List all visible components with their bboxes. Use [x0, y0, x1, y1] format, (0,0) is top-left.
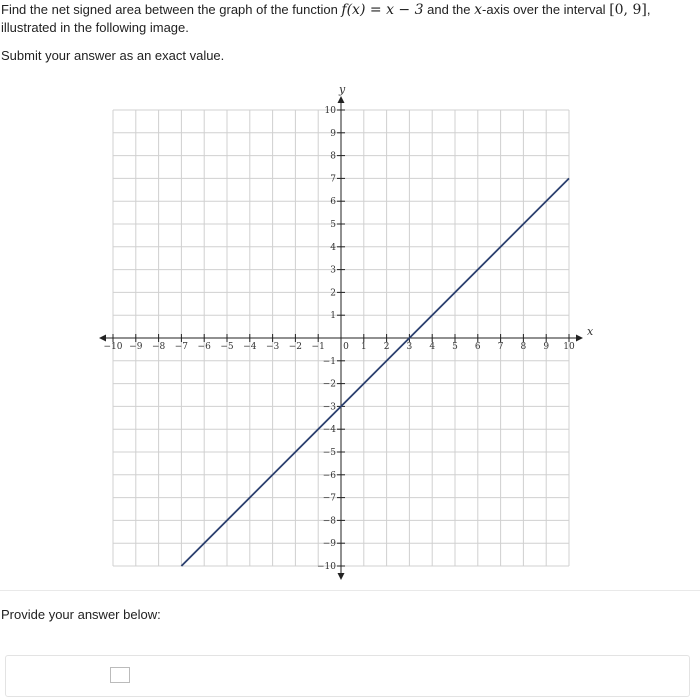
y-tick-label: 5	[330, 220, 336, 230]
y-axis-arrow-down	[338, 573, 345, 580]
question-part4: , illustrated in the following image.	[1, 2, 651, 35]
x-tick-label: 0	[343, 342, 349, 352]
x-tick-label: 5	[452, 342, 458, 352]
y-tick-label: 9	[330, 128, 336, 139]
x-axis-arrow-left	[99, 335, 106, 342]
y-tick-label: 7	[330, 174, 336, 185]
y-tick-label: −3	[322, 402, 336, 413]
answer-panel	[5, 655, 690, 697]
y-tick-label: −4	[322, 425, 336, 436]
x-tick-label: −6	[197, 342, 211, 352]
x-tick-label: −8	[151, 342, 166, 352]
x-tick-label: 6	[474, 342, 481, 352]
provide-answer-label: Provide your answer below:	[1, 607, 161, 622]
x-tick-label: 1	[360, 342, 367, 352]
function-equals: =	[365, 2, 387, 18]
y-tick-label: −1	[322, 356, 336, 367]
x-tick-label: 3	[406, 342, 413, 352]
interval: [0, 9]	[609, 2, 647, 18]
x-tick-label: −10	[103, 342, 123, 352]
y-tick-label: −5	[322, 448, 336, 458]
x-tick-label: −4	[243, 342, 257, 352]
answer-input[interactable]	[110, 667, 130, 683]
y-tick-label: 2	[330, 288, 336, 299]
x-tick-label: 8	[520, 342, 527, 352]
x-tick-label: 10	[563, 342, 575, 352]
x-tick-label: −3	[265, 342, 280, 352]
y-tick-label: −7	[322, 493, 336, 504]
x-tick-label: −5	[220, 342, 234, 352]
x-tick-label: −2	[288, 342, 303, 352]
tick-labels	[104, 106, 575, 572]
axes	[99, 96, 583, 580]
question-part1: Find the net signed area between the graph of the function	[1, 2, 342, 17]
function-name: f(x)	[341, 2, 366, 18]
x-axis-label: x	[587, 325, 594, 338]
y-tick-label: −8	[322, 516, 336, 527]
x-tick-label: −9	[129, 342, 143, 352]
y-tick-label: 10	[324, 106, 336, 116]
y-tick-label: −9	[322, 539, 336, 550]
x-tick-label: 2	[383, 342, 390, 352]
function-expression: x − 3	[386, 2, 424, 18]
y-tick-label: 1	[330, 311, 336, 322]
x-tick-label: 7	[497, 342, 504, 352]
submit-instruction: Submit your answer as an exact value.	[1, 48, 225, 63]
question-part2: and the	[423, 2, 475, 17]
x-tick-label: 9	[543, 342, 550, 352]
x-tick-label: −7	[174, 342, 189, 352]
y-tick-label: −10	[317, 562, 336, 572]
question-part3: -axis over the interval	[482, 2, 610, 17]
y-tick-label: 6	[330, 197, 336, 208]
function-graph	[95, 75, 605, 580]
y-tick-label: 8	[330, 151, 336, 162]
y-axis-label: y	[339, 83, 346, 96]
function-line	[181, 178, 569, 566]
divider	[0, 590, 700, 591]
y-tick-label: 4	[330, 242, 336, 253]
y-tick-label: 3	[330, 265, 336, 276]
y-tick-label: −6	[322, 470, 336, 481]
axis-variable: x	[474, 2, 483, 18]
y-tick-label: −2	[322, 379, 336, 390]
question-text	[1, 1, 696, 37]
x-tick-label: −1	[311, 342, 325, 352]
x-axis-arrow-right	[576, 335, 583, 342]
y-axis-arrow-up	[338, 96, 345, 103]
x-tick-label: 4	[429, 342, 436, 352]
